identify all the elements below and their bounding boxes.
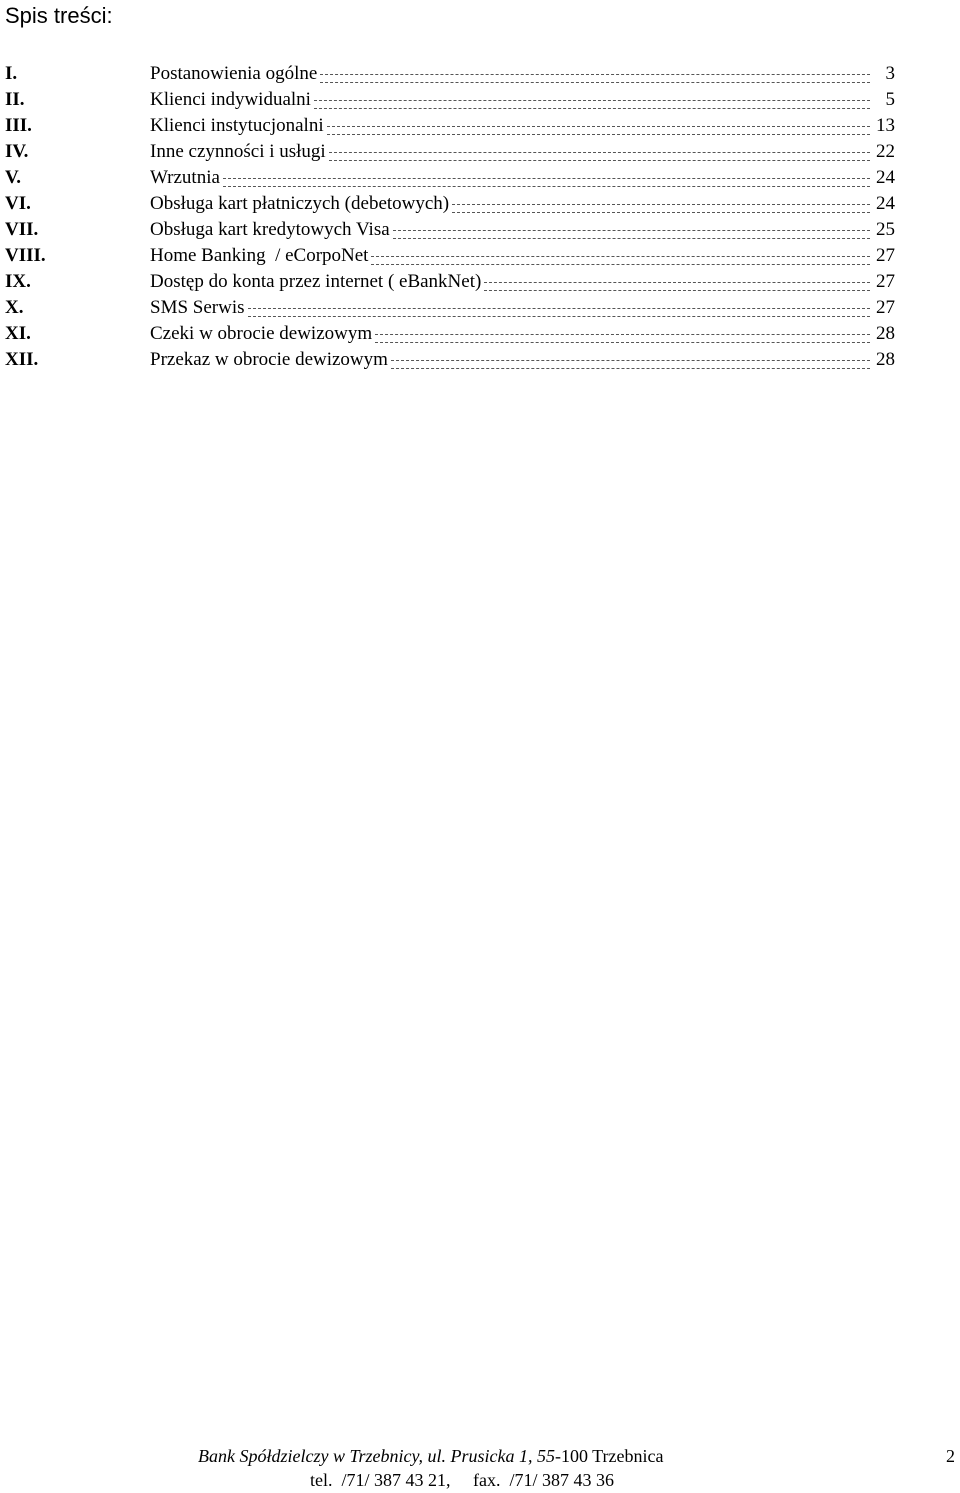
toc-number: IX. [5,271,31,292]
toc-page-number: 13 [876,115,895,136]
toc-row [5,215,895,241]
toc-number: III. [5,115,32,136]
page-footer [0,1444,960,1493]
toc-leader [314,100,870,109]
toc-leader [223,178,870,187]
toc-page-number: 22 [876,141,895,162]
toc-entry-title: Czeki w obrocie dewizowym [150,323,373,344]
table-of-contents [5,59,895,371]
toc-number: V. [5,167,22,188]
toc-page-number: 25 [876,219,895,240]
toc-row [5,345,895,371]
toc-row [5,241,895,267]
toc-row [5,137,895,163]
footer-contact: tel. /71/ 387 43 21, fax. /71/ 387 43 36 [310,1470,614,1490]
toc-page-number: 28 [876,323,895,344]
toc-number: I. [5,63,18,84]
toc-row [5,111,895,137]
toc-entry-title: Klienci instytucjonalni [150,115,324,136]
toc-number: II. [5,89,25,110]
toc-leader [327,126,870,135]
toc-number: VIII. [5,245,46,266]
toc-row [5,319,895,345]
toc-number: IV. [5,141,29,162]
toc-page-number: 27 [876,297,895,318]
toc-entry-title: Obsługa kart kredytowych Visa [150,219,390,240]
toc-leader [248,308,871,317]
toc-number: X. [5,297,24,318]
toc-entry-title: Home Banking / eCorpoNet [150,245,369,266]
toc-number: XI. [5,323,31,344]
toc-leader [484,282,870,291]
toc-entry-title: Przekaz w obrocie dewizowym [150,349,388,370]
toc-entry-title: Klienci indywidualni [150,89,311,110]
toc-row [5,189,895,215]
toc-leader [391,360,870,369]
toc-leader [329,152,870,161]
toc-leader [371,256,870,265]
toc-number: VII. [5,219,39,240]
toc-page-number: 27 [876,271,895,292]
toc-entry-title: Wrzutnia [150,167,220,188]
toc-row [5,163,895,189]
toc-row [5,59,895,85]
toc-number: XII. [5,349,39,370]
toc-entry-title: Postanowienia ogólne [150,63,318,84]
toc-leader [375,334,870,343]
toc-entry-title: Obsługa kart płatniczych (debetowych) [150,193,450,214]
toc-entry-title: Inne czynności i usługi [150,141,326,162]
toc-page-number: 28 [876,349,895,370]
toc-number: VI. [5,193,31,214]
toc-leader [452,204,870,213]
toc-page-number: 27 [876,245,895,266]
footer-address-upright: -100 Trzebnica [554,1446,664,1466]
toc-row [5,293,895,319]
toc-leader [393,230,870,239]
toc-page-number: 24 [876,167,895,188]
toc-row [5,85,895,111]
toc-page-number: 3 [885,63,895,84]
toc-row [5,267,895,293]
footer-address-italic: Bank Spółdzielczy w Trzebnicy, ul. Prusicka 1, 55 [198,1446,555,1466]
toc-leader [320,74,870,83]
toc-page-number: 24 [876,193,895,214]
footer-address [198,1446,663,1467]
toc-page-number: 5 [885,89,895,110]
page-number: 2 [946,1446,955,1466]
toc-entry-title: SMS Serwis [150,297,245,318]
toc-entry-title: Dostęp do konta przez internet ( eBankNet) [150,271,482,292]
page-title: Spis treści: [5,3,113,28]
